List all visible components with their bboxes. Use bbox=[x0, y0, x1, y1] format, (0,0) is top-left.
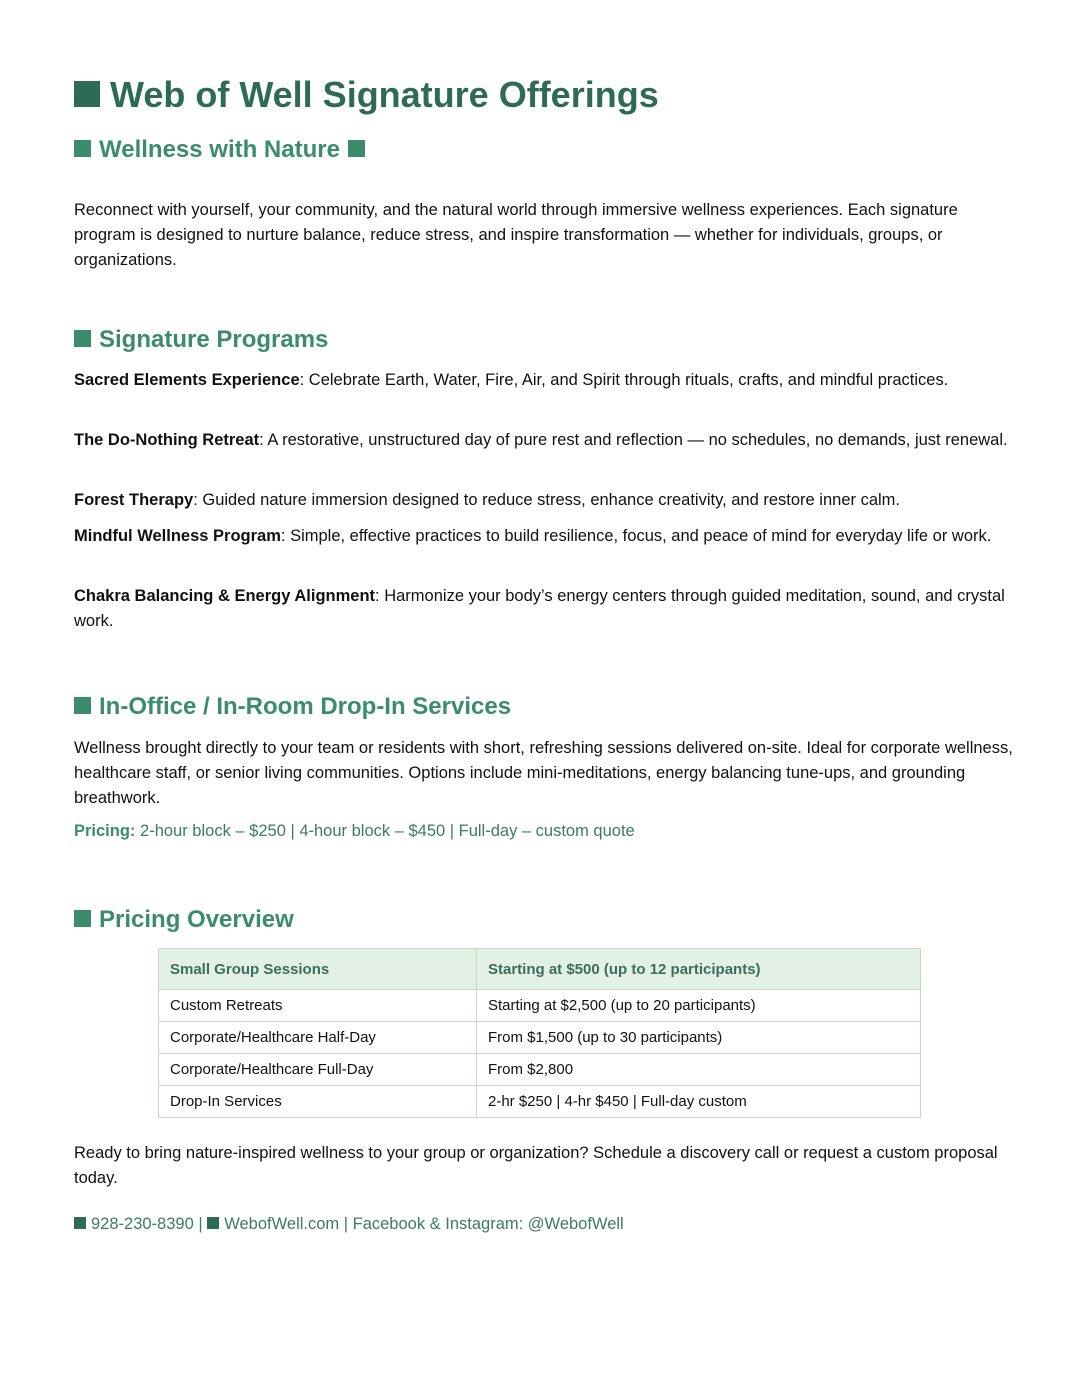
drop-in-pricing: Pricing: 2-hour block – $250 | 4-hour block – $450 | Full-day – custom quote bbox=[74, 822, 635, 840]
program-item: Forest Therapy: Guided nature immersion designed to reduce stress, enhance creativity, and restore inner calm. bbox=[74, 491, 901, 509]
section-heading-pricing-overview: Pricing Overview bbox=[74, 906, 294, 934]
contact-footer: 928-230-8390 | WebofWell.com | Facebook & Instagram: @WebofWell bbox=[74, 1215, 624, 1234]
table-cell: Corporate/Healthcare Full-Day bbox=[159, 1054, 477, 1086]
section-heading-signature-programs: Signature Programs bbox=[74, 326, 328, 354]
table-cell: Corporate/Healthcare Half-Day bbox=[159, 1022, 477, 1054]
table-cell: 2-hr $250 | 4-hr $450 | Full-day custom bbox=[477, 1086, 921, 1118]
square-bullet-icon bbox=[74, 910, 91, 927]
call-to-action: Ready to bring nature-inspired wellness to your group or organization? Schedule a discovery call or request a custom proposal today. bbox=[74, 1144, 998, 1187]
program-item: Sacred Elements Experience: Celebrate Earth, Water, Fire, Air, and Spirit through rituals, crafts, and mindful practices. bbox=[74, 371, 949, 389]
program-item: Mindful Wellness Program: Simple, effective practices to build resilience, focus, and peace of mind for everyday life or work. bbox=[74, 527, 992, 545]
table-header-cell: Starting at $500 (up to 12 participants) bbox=[477, 949, 921, 990]
phone-icon bbox=[74, 1217, 86, 1229]
table-cell: From $2,800 bbox=[477, 1054, 921, 1086]
website-link[interactable]: WebofWell.com bbox=[224, 1215, 340, 1233]
section-heading-drop-in: In-Office / In-Room Drop-In Services bbox=[74, 693, 511, 721]
web-icon bbox=[207, 1217, 219, 1229]
table-cell: Custom Retreats bbox=[159, 990, 477, 1022]
table-cell: From $1,500 (up to 30 participants) bbox=[477, 1022, 921, 1054]
table-row bbox=[159, 1086, 921, 1118]
table-header-cell: Small Group Sessions bbox=[159, 949, 477, 990]
intro-paragraph: Reconnect with yourself, your community, and the natural world through immersive wellness experiences. Each signature program is designed to nurture balance, reduce stress, and inspire transformation — whether for individuals, groups, or organizations. bbox=[74, 201, 958, 269]
phone-number[interactable]: 928-230-8390 bbox=[91, 1215, 194, 1233]
square-bullet-icon bbox=[74, 330, 91, 347]
square-bullet-icon bbox=[74, 697, 91, 714]
page-title: Web of Well Signature Offerings bbox=[74, 74, 659, 116]
program-item: Chakra Balancing & Energy Alignment: Harmonize your body’s energy centers through guided meditation, sound, and crystal work. bbox=[74, 587, 1005, 630]
square-bullet-icon bbox=[74, 140, 91, 157]
table-header-row bbox=[159, 949, 921, 990]
table-cell: Starting at $2,500 (up to 20 participants) bbox=[477, 990, 921, 1022]
table-row bbox=[159, 1054, 921, 1086]
table-row bbox=[159, 990, 921, 1022]
square-bullet-icon bbox=[348, 140, 365, 157]
pricing-table bbox=[158, 948, 921, 1118]
table-cell: Drop-In Services bbox=[159, 1086, 477, 1118]
drop-in-paragraph: Wellness brought directly to your team or residents with short, refreshing sessions delivered on-site. Ideal for corporate wellness, healthcare staff, or senior living communities. Options include mini-meditations, energy balancing tune-ups, and grounding breathwork. bbox=[74, 739, 1013, 807]
table-row bbox=[159, 1022, 921, 1054]
subtitle: Wellness with Nature bbox=[74, 136, 365, 164]
program-item: The Do-Nothing Retreat: A restorative, unstructured day of pure rest and reflection — no schedules, no demands, just renewal. bbox=[74, 431, 1008, 449]
social-handles[interactable]: | Facebook & Instagram: @WebofWell bbox=[339, 1215, 624, 1233]
square-bullet-icon bbox=[74, 81, 100, 107]
